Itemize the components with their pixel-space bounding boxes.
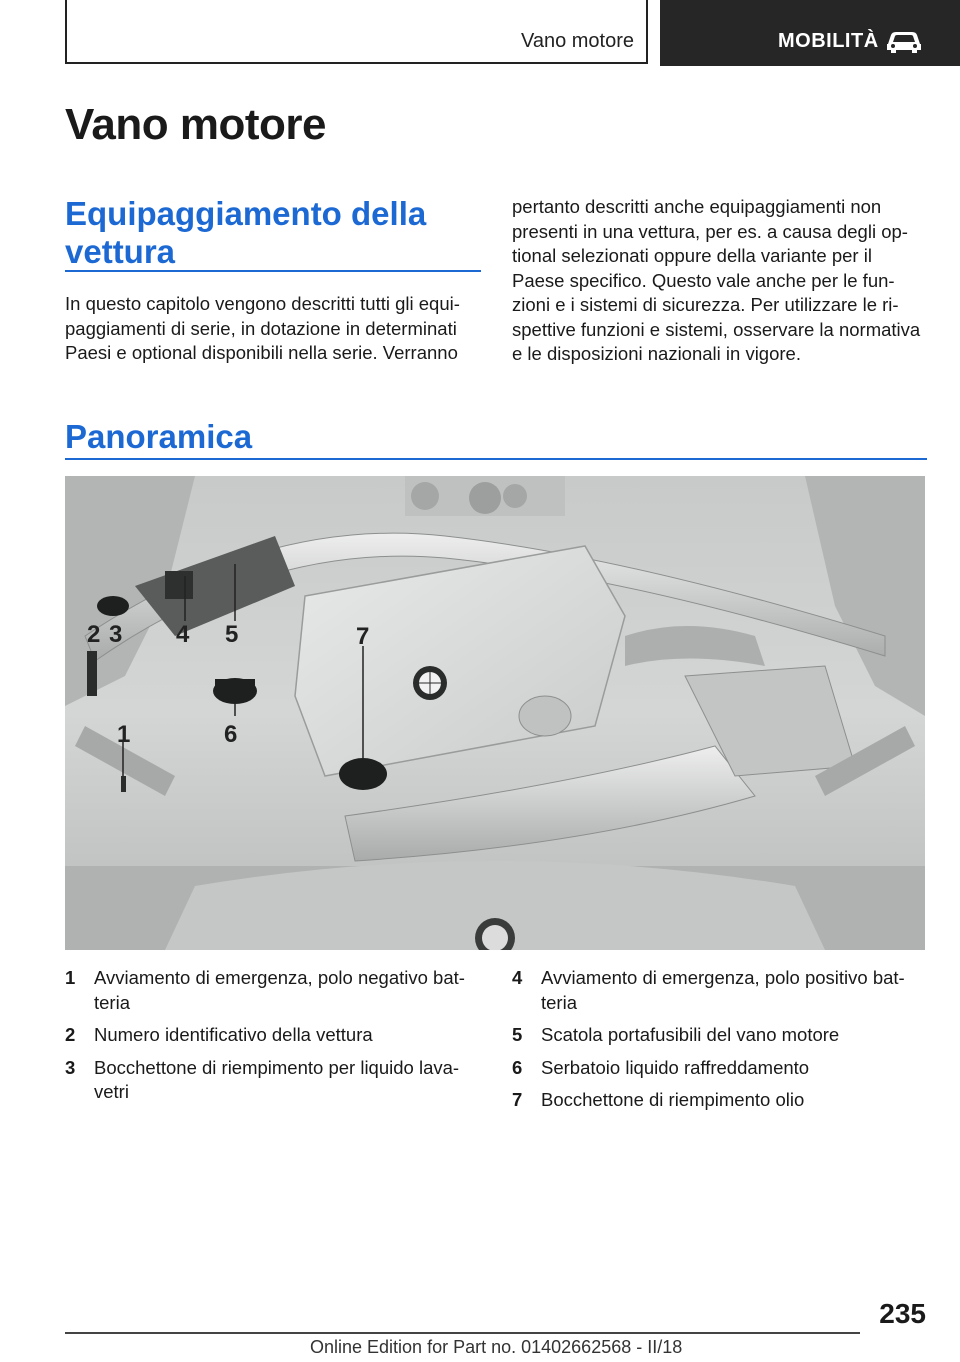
text-line: Paese specifico. Questo vale anche per le fun- [512,269,895,291]
legend-item [512,1088,932,1113]
legend-item [512,966,932,1015]
engine-bay-illustration [65,476,925,950]
callout-4: 4 [176,621,190,648]
callout-1: 1 [117,721,131,748]
callout-5: 5 [225,621,239,648]
legend-text: Avviamento di emergenza, polo positivo bat- [541,967,905,988]
equipment-heading [65,195,426,271]
legend-number: 2 [65,1024,76,1045]
text-line: In questo capitolo vengono descritti tutti gli equi- [65,293,460,314]
legend-text: Serbatoio liquido raffreddamento [541,1056,810,1078]
car-icon [884,28,924,54]
callout-2: 2 [87,621,101,648]
engine-bay-figure [65,476,925,950]
legend-text: vetri [94,1081,129,1102]
callout-6: 6 [224,721,238,748]
legend-item [512,1056,932,1081]
legend-text: Bocchettone di riempimento olio [541,1089,805,1110]
equipment-text-left [65,292,485,366]
page-title: Vano motore [65,100,326,149]
legend-text: teria [541,991,577,1013]
text-line: presenti in una vettura, per es. a causa degli op- [512,220,908,242]
legend-text: Bocchettone di riempimento per liquido lava- [94,1056,460,1078]
legend-text: Scatola portafusibili del vano motore [541,1024,840,1045]
callout-7: 7 [356,623,370,650]
legend-text: Numero identificativo della vettura [94,1024,373,1045]
overview-heading: Panoramica [65,418,253,455]
legend-number: 6 [512,1056,523,1078]
text-line: spettive funzioni e sistemi, osservare la normativa [512,318,921,340]
legend-number: 3 [65,1056,76,1078]
text-line: Paesi e optional disponibili nella serie. Verranno [65,342,458,363]
callout-3: 3 [109,621,123,648]
text-line: e le disposizioni nazionali in vigore. [512,343,801,364]
footer-edition: Online Edition for Part no. 01402662568 - II/18 [310,1337,683,1357]
legend-right [512,966,932,1121]
equipment-text-right [512,195,932,367]
text-line: paggiamenti di serie, in dotazione in determinati [65,317,457,339]
legend-number: 1 [65,967,76,988]
text-line: zioni e i sistemi di sicurezza. Per utilizzare le ri- [512,294,899,315]
legend-item [65,1056,485,1105]
equipment-heading-line2: vettura [65,233,176,270]
header-section-label: Vano motore [520,30,634,52]
legend-number: 7 [512,1089,523,1110]
text-line: pertanto descritti anche equipaggiamenti non [512,196,882,217]
legend-item [65,1023,485,1048]
page-number: 235 [879,1298,926,1329]
overview-heading-rule [65,458,927,460]
text-line: tional selezionati oppure della variante per il [512,245,872,266]
legend-number: 5 [512,1024,523,1045]
header-section-tab [65,0,648,64]
equipment-heading-rule [65,270,481,272]
legend-item [65,966,485,1015]
legend-left [65,966,485,1113]
footer-rule [65,1332,860,1334]
legend-text: Avviamento di emergenza, polo negativo bat- [94,967,465,988]
legend-number: 4 [512,967,523,988]
legend-item [512,1023,932,1048]
equipment-heading-line1: Equipaggiamento della [65,195,427,232]
header-chapter-label: MOBILITÀ [778,30,879,52]
legend-text: teria [94,991,130,1013]
